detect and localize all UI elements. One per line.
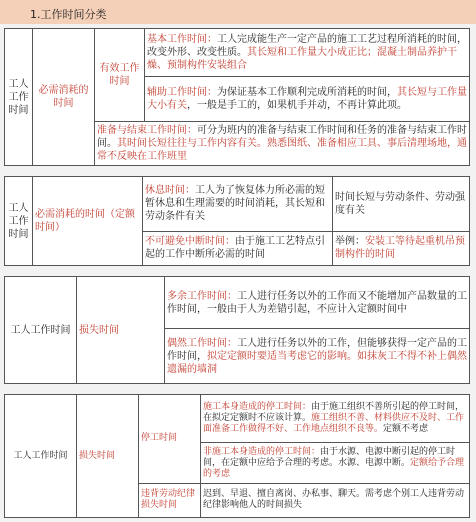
desc: 工人完成能生产一定产品的施工工艺过程所消耗的时间，改变外形、改变性质。: [147, 34, 467, 59]
cell-auxiliary-work-time: [145, 77, 470, 121]
desc: 工人进行任务以外的工作而又不能增加产品数量的工作时间，一般由于人为差错引起，不应计入定额时间中: [167, 290, 467, 315]
section-header-bar: [0, 0, 476, 24]
cell-rest-time: [143, 177, 333, 232]
note: 施工组织不善、材料供应不及时、工作面准备工作做得不好、工作地点组织不良等。: [203, 413, 465, 435]
desc: 由于施工组织不善所引起的停工时间，在拟定定额时不应该计算。: [203, 402, 465, 424]
term: 休息时间：: [145, 185, 195, 197]
label: 举例：: [335, 236, 365, 248]
cell-worker-time: 工人工作时间: [5, 29, 33, 166]
desc: 由于施工工艺特点引起的工作中断所必需的时间: [145, 236, 325, 261]
cell-necessary-time: 必需消耗的时间: [33, 29, 95, 166]
term: 准备与结束工作时间：: [97, 124, 197, 136]
term: 辅助工作时间：: [147, 87, 217, 98]
cell-discipline-loss-label: 违背劳动纪律损失时间: [139, 483, 201, 517]
cell-discipline-loss-desc: 迟到、早退、擅自离岗、办私事、聊天。需考虑个别工人违背劳动纪律影响他人的时间损失: [201, 483, 470, 517]
note: 其时间长短往往与工作内容有关。熟悉图纸、准备相应工具、事后清理场地，通常不反映在工作班里: [97, 137, 467, 162]
section-heading: 1.工作时间分类: [30, 8, 107, 21]
term: 偶然工作时间：: [167, 337, 237, 349]
cell-worker-time: 工人工作时间: [5, 395, 77, 518]
term: 基本工作时间：: [147, 34, 217, 46]
cell-excess-work-time: [165, 277, 470, 329]
cell-effective-time: 有效工作时间: [95, 29, 145, 122]
cell-unavoidable-break: [143, 231, 333, 265]
note: 其长短与工作量大小有关: [147, 87, 467, 111]
term: 不可避免中断时间：: [145, 236, 235, 248]
cell-lost-time: 损失时间: [77, 395, 139, 518]
cell-lost-time: 损失时间: [77, 277, 165, 384]
note: 安装工等待起重机吊预制构件的时间: [335, 236, 465, 261]
term: 施工本身造成的停工时间：: [203, 402, 312, 413]
table-lost-time: [4, 276, 470, 384]
cell-downtime: 停工时间: [139, 395, 201, 484]
term: 多余工作时间：: [167, 290, 237, 302]
cell-worker-time: 工人工作时间: [5, 177, 33, 266]
note: 拟定定额时要适当考虑它的影响。如抹灰工不得不补上偶然遗漏的墙洞: [167, 350, 467, 375]
cell-break-example: [333, 231, 470, 265]
cell-rest-note: 时间长短与劳动条件、劳动强度有关: [333, 177, 470, 232]
desc: 定额不考虑: [383, 424, 429, 435]
desc: 工人为了恢复体力所必需的短暂休息和生理需要的时间消耗，其长短和劳动条件有关: [145, 185, 325, 223]
cell-prep-end-time: [95, 121, 470, 165]
note: 定额给予合理的考虑: [203, 457, 465, 479]
cell-incidental-work-time: [165, 329, 470, 384]
desc: 工人进行任务以外的工作，但能够获得一定产品的工作时间，: [167, 337, 467, 362]
cell-nonself-downtime: [201, 443, 470, 483]
table-downtime: [4, 394, 470, 518]
cell-necessary-time-quota: 必需消耗的时间（定额时间）: [33, 177, 143, 266]
desc: ，一般是手工的，如果机手并动，不再计算此项。: [187, 100, 407, 111]
term: 非施工本身造成的停工时间：: [203, 446, 321, 457]
desc: 可分为班内的准备与结束工作时间和任务的准备与结束工作时间。: [97, 124, 467, 149]
desc: 由于水源、电源中断引起的停工时间，在定额中应给予合理的考虑。水源、电源中断。: [203, 446, 456, 468]
cell-worker-time: 工人工作时间: [5, 277, 77, 384]
cell-self-downtime: [201, 395, 470, 443]
table-necessary-time: [4, 28, 470, 166]
note: 其长短和工作量大小成正比；混凝土制品养护干燥、预制构件安装组合: [147, 47, 457, 72]
cell-basic-work-time: [145, 29, 470, 77]
table-rest-time: [4, 176, 470, 266]
desc: 为保证基本工作顺利完成所消耗的时间，: [217, 87, 397, 98]
